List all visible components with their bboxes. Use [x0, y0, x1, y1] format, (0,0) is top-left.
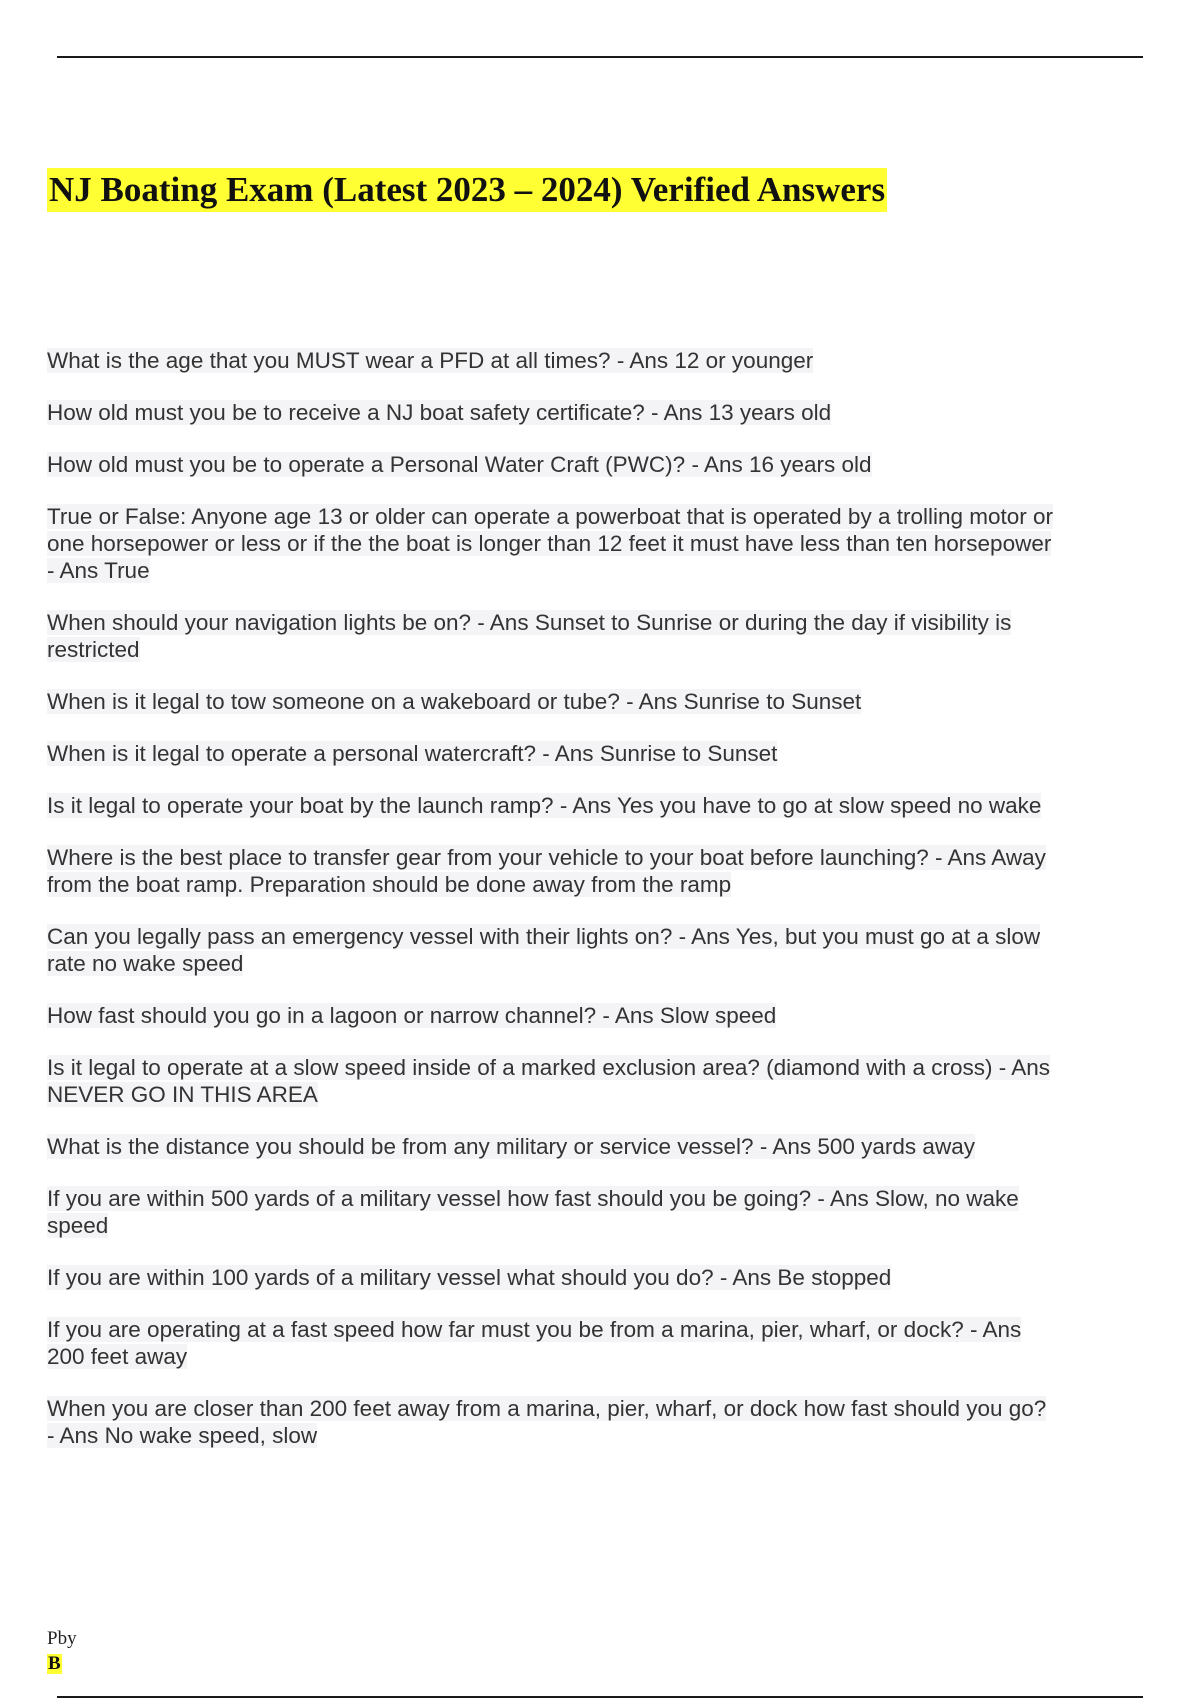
question-text: How fast should you go in a lagoon or narrow channel? [47, 1003, 597, 1028]
answer-gap [677, 689, 683, 714]
answer-separator: - [553, 793, 573, 818]
answer-text: True [104, 558, 150, 583]
qa-item [47, 503, 1057, 584]
answer-separator: - [47, 558, 60, 583]
answer-gap [529, 610, 535, 635]
answer-text: Slow, no wake speed [47, 1186, 1019, 1238]
qa-item [47, 1133, 1057, 1160]
answer-text: Slow speed [659, 1003, 777, 1028]
qa-list [47, 347, 1057, 1474]
question-text: If you are within 500 yards of a military vessel how fast should you be going? [47, 1186, 812, 1211]
answer-prefix: Ans [772, 1134, 812, 1159]
answer-separator: - [47, 1423, 60, 1448]
answer-text: Be stopped [777, 1265, 892, 1290]
question-text: Is it legal to operate at a slow speed inside of a marked exclusion area? (diamond with a cross) [47, 1055, 993, 1080]
qa-item [47, 923, 1057, 977]
question-text: True or False: Anyone age 13 or older can operate a powerboat that is operated by a trolling motor or one horsepower or less or if the the boat is longer than 12 feet it must have less than ten horsepower [47, 504, 1054, 556]
answer-separator: - [619, 689, 639, 714]
question-text: When is it legal to tow someone on a wakeboard or tube? [47, 689, 620, 714]
qa-item [47, 451, 1057, 478]
qa-item [47, 740, 1057, 767]
document-title: NJ Boating Exam (Latest 2023 – 2024) Verified Answers [47, 168, 887, 212]
answer-text: Sunrise to Sunset [683, 689, 862, 714]
answer-prefix: Ans [732, 1265, 772, 1290]
top-rule [57, 56, 1143, 58]
question-text: When is it legal to operate a personal watercraft? [47, 741, 537, 766]
answer-separator: - [713, 1265, 733, 1290]
qa-item [47, 1002, 1057, 1029]
answer-text: Sunrise to Sunset [599, 741, 778, 766]
qa-item [47, 399, 1057, 426]
answer-gap [730, 924, 736, 949]
answer-prefix: Ans [629, 348, 669, 373]
answer-prefix: Ans [489, 610, 529, 635]
answer-gap [654, 1003, 660, 1028]
answer-text: No wake speed, slow [104, 1423, 318, 1448]
answer-separator: - [992, 1055, 1012, 1080]
answer-prefix: Ans [614, 1003, 654, 1028]
answer-separator: - [610, 348, 630, 373]
answer-separator: - [644, 400, 664, 425]
question-text: Can you legally pass an emergency vessel with their lights on? [47, 924, 673, 949]
qa-item [47, 1316, 1057, 1370]
answer-separator: - [471, 610, 490, 635]
qa-item [47, 792, 1057, 819]
answer-prefix: Ans [572, 793, 612, 818]
qa-item [47, 1054, 1057, 1108]
footer-label: Pby [47, 1628, 77, 1649]
answer-prefix: Ans [982, 1317, 1022, 1342]
question-text: If you are within 100 yards of a military vessel what should you do? [47, 1265, 714, 1290]
answer-gap [594, 741, 600, 766]
question-text: How old must you be to operate a Personal Water Craft (PWC)? [47, 452, 686, 477]
answer-prefix: Ans [59, 1423, 99, 1448]
answer-separator: - [928, 845, 948, 870]
answer-text: 200 feet away [47, 1344, 188, 1369]
question-text: Is it legal to operate your boat by the launch ramp? [47, 793, 554, 818]
answer-text: NEVER GO IN THIS AREA [47, 1082, 318, 1107]
question-text: How old must you be to receive a NJ boat safety certificate? [47, 400, 645, 425]
question-text: When should your navigation lights be on? [47, 610, 472, 635]
answer-prefix: Ans [947, 845, 987, 870]
answer-prefix: Ans [703, 452, 743, 477]
question-text: If you are operating at a fast speed how far must you be from a marina, pier, wharf, or dock? [47, 1317, 964, 1342]
qa-item [47, 1264, 1057, 1291]
answer-text: 500 yards away [817, 1134, 975, 1159]
answer-text: 13 years old [708, 400, 832, 425]
question-text: When you are closer than 200 feet away from a marina, pier, wharf, or dock how fast should you go? [47, 1396, 1047, 1421]
answer-separator: - [753, 1134, 773, 1159]
question-text: Where is the best place to transfer gear from your vehicle to your boat before launching? [47, 845, 929, 870]
qa-item [47, 347, 1057, 374]
answer-prefix: Ans [829, 1186, 869, 1211]
question-text: What is the distance you should be from any military or service vessel? [47, 1134, 754, 1159]
answer-prefix: Ans [554, 741, 594, 766]
footer-mark: B [48, 1653, 61, 1674]
answer-text: 12 or younger [674, 348, 814, 373]
qa-item [47, 1395, 1057, 1449]
qa-item [47, 688, 1057, 715]
answer-separator: - [811, 1186, 830, 1211]
bottom-rule [57, 1696, 1143, 1698]
answer-text: Sunset to Sunrise or during the day if visibility is restricted [47, 610, 1012, 662]
answer-separator: - [963, 1317, 983, 1342]
question-text: What is the age that you MUST wear a PFD at all times? [47, 348, 611, 373]
answer-gap [98, 1423, 104, 1448]
answer-prefix: Ans [1011, 1055, 1051, 1080]
answer-text: Away from the boat ramp. Preparation should be done away from the ramp [47, 845, 1046, 897]
qa-item [47, 609, 1057, 663]
qa-item [47, 1185, 1057, 1239]
answer-separator: - [596, 1003, 615, 1028]
answer-prefix: Ans [638, 689, 678, 714]
answer-prefix: Ans [691, 924, 730, 949]
answer-prefix: Ans [663, 400, 703, 425]
answer-separator: - [672, 924, 692, 949]
answer-text: 16 years old [749, 452, 872, 477]
qa-item [47, 844, 1057, 898]
answer-separator: - [685, 452, 704, 477]
answer-text: Yes you have to go at slow speed no wake [616, 793, 1042, 818]
answer-separator: - [536, 741, 555, 766]
answer-gap [702, 400, 708, 425]
answer-prefix: Ans [59, 558, 99, 583]
answer-text: Yes, but you must go at a slow rate no wake speed [47, 924, 1041, 976]
